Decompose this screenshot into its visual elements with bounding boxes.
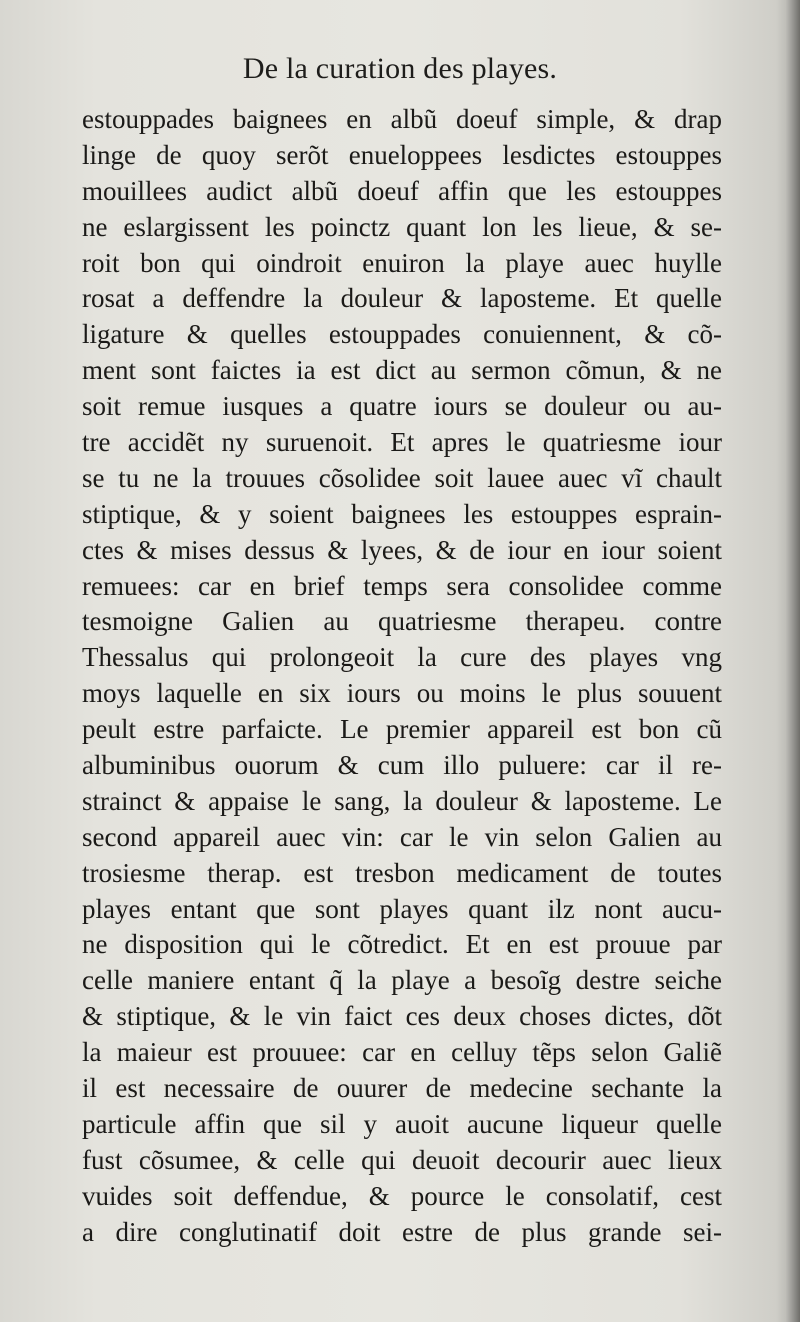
text-line: celle maniere entant q̃ la playe a besoĩg destre seiche	[82, 965, 722, 996]
text-line: la maieur est prouuee: car en celluy tẽps selon Galiẽ	[82, 1037, 722, 1068]
text-line: tesmoigne Galien au quatriesme therapeu. contre	[82, 606, 722, 637]
text-line: estouppades baignees en albũ doeuf simple, & drap	[82, 104, 722, 134]
text-line: tre accidẽt ny suruenoit. Et apres le quatriesme iour	[82, 427, 722, 458]
text-line: trosiesme therap. est tresbon medicament de toutes	[82, 857, 722, 888]
text-line: strainct & appaise le sang, la douleur & laposteme. Le	[82, 785, 722, 816]
text-line: ment sont faictes ia est dict au sermon cõmun, & ne	[82, 355, 722, 386]
text-line: moys laquelle en six iours ou moins le plus souuent	[82, 678, 722, 709]
text-line: vuides soit deffendue, & pource le consolatif, cest	[82, 1180, 722, 1211]
text-line: stiptique, & y soient baignees les estouppes esprain-	[82, 498, 722, 529]
text-line: ne disposition qui le cõtredict. Et en est prouue par	[82, 929, 722, 960]
text-line: ne eslargissent les poinctz quant lon les lieue, & se-	[82, 211, 722, 242]
text-line: Thessalus qui prolongeoit la cure des playes vng	[82, 642, 722, 673]
text-line: rosat a deffendre la douleur & laposteme. Et quelle	[82, 283, 722, 314]
text-line: roit bon qui oindroit enuiron la playe auec huylle	[82, 247, 722, 278]
text-line: playes entant que sont playes quant ilz nont aucu-	[82, 893, 722, 924]
text-line: ctes & mises dessus & lyees, & de iour en iour soient	[82, 534, 722, 565]
text-line: ligature & quelles estouppades conuiennent, & cõ-	[82, 319, 722, 350]
text-line: peult estre parfaicte. Le premier appareil est bon cũ	[82, 714, 722, 745]
text-line: fust cõsumee, & celle qui deuoit decourir auec lieux	[82, 1144, 722, 1175]
text-line: & stiptique, & le vin faict ces deux choses dictes, dõt	[82, 1001, 722, 1032]
running-head: De la curation des playes.	[242, 52, 558, 85]
page-edge-shadow	[786, 0, 800, 1322]
text-line: linge de quoy serõt enueloppees lesdictes estouppes	[82, 139, 722, 170]
text-line: soit remue iusques a quatre iours se douleur ou au-	[82, 391, 722, 422]
text-line: il est necessaire de ouurer de medecine sechante la	[82, 1073, 722, 1104]
text-line: second appareil auec vin: car le vin selon Galien au	[82, 821, 722, 852]
text-line: se tu ne la trouues cõsolidee soit lauee auec vĩ chault	[82, 462, 722, 493]
text-line: mouillees audict albũ doeuf affin que les estouppes	[82, 175, 722, 206]
text-line: remuees: car en brief temps sera consolidee comme	[82, 570, 722, 601]
body-text	[82, 102, 722, 1251]
text-line: albuminibus ouorum & cum illo puluere: car il re-	[82, 750, 722, 781]
text-line: a dire conglutinatif doit estre de plus grande sei-	[82, 1216, 722, 1247]
text-line: particule affin que sil y auoit aucune liqueur quelle	[82, 1108, 722, 1139]
